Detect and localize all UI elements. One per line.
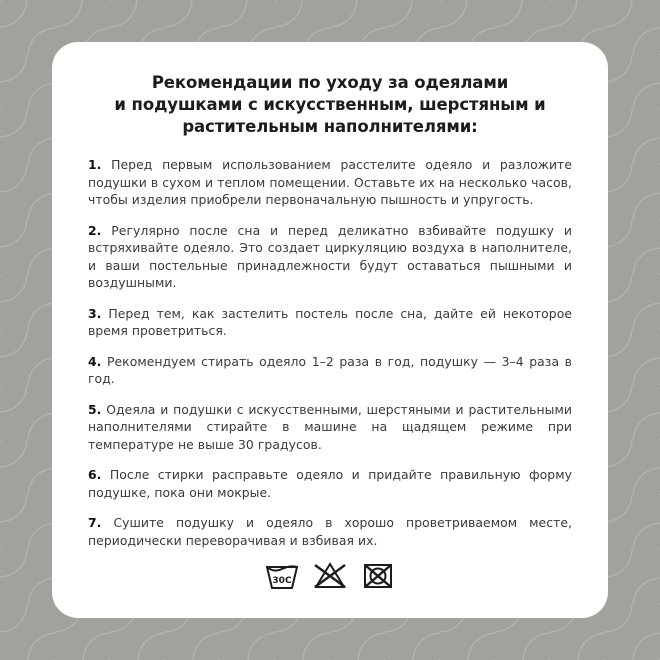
wash-30c-icon <box>265 560 299 590</box>
list-item-text: Перед первым использованием расстелите одеяло и разложите подушки в сухом и теплом помещении. Оставьте их на несколько часов, чтобы изделия приобрели первоначальную пышность и упругость. <box>88 157 572 207</box>
list-item <box>88 222 572 292</box>
do-not-bleach-icon <box>313 560 347 590</box>
page-title <box>88 72 572 138</box>
wash-temp-label: 30C <box>272 576 292 586</box>
list-item-number: 2. <box>88 222 102 238</box>
list-item-text: Рекомендуем стирать одеяло 1–2 раза в год, подушку — 3–4 раза в год. <box>88 353 572 386</box>
list-item-text: Сушите подушку и одеяло в хорошо проветриваемом месте, периодически переворачивая и взбивая их. <box>88 515 572 548</box>
list-item-text: Регулярно после сна и перед деликатно взбивайте подушку и встряхивайте одеяло. Это создает циркуляцию воздуха в наполнителе, и ваши постельные принадлежности будут оставаться пышными и воздушными. <box>88 222 572 290</box>
list-item-number: 5. <box>88 401 102 417</box>
list-item-number: 6. <box>88 467 102 482</box>
list-item <box>88 401 572 454</box>
do-not-tumble-dry-icon <box>361 560 395 590</box>
list-item <box>88 156 572 209</box>
list-item-number: 7. <box>88 515 102 530</box>
list-item-text: Перед тем, как застелить постель после сна, дайте ей некоторое время проветриться. <box>88 305 572 338</box>
list-item-number: 1. <box>88 157 102 172</box>
list-item-text: Одеяла и подушки с искусственными, шерстяными и растительными наполнителями стирайте в машине на щадящем режиме при температуре не выше 30 градусов. <box>88 401 572 452</box>
page-title-line-2: и подушками с искусственным, шерстяным и <box>114 95 546 114</box>
page-title-line-3: растительным наполнителями: <box>182 117 478 136</box>
care-symbols <box>52 560 608 590</box>
list-item-number: 4. <box>88 353 102 369</box>
list-item-text: После стирки расправьте одеяло и придайте правильную форму подушке, пока они мокрые. <box>88 467 572 500</box>
instructions-list <box>88 156 572 549</box>
care-instructions-card <box>52 42 608 618</box>
page-title-line-1: Рекомендации по уходу за одеялами <box>151 73 509 92</box>
list-item <box>88 353 572 388</box>
list-item <box>88 466 572 501</box>
list-item <box>88 514 572 549</box>
list-item-number: 3. <box>88 305 102 321</box>
list-item <box>88 305 572 340</box>
